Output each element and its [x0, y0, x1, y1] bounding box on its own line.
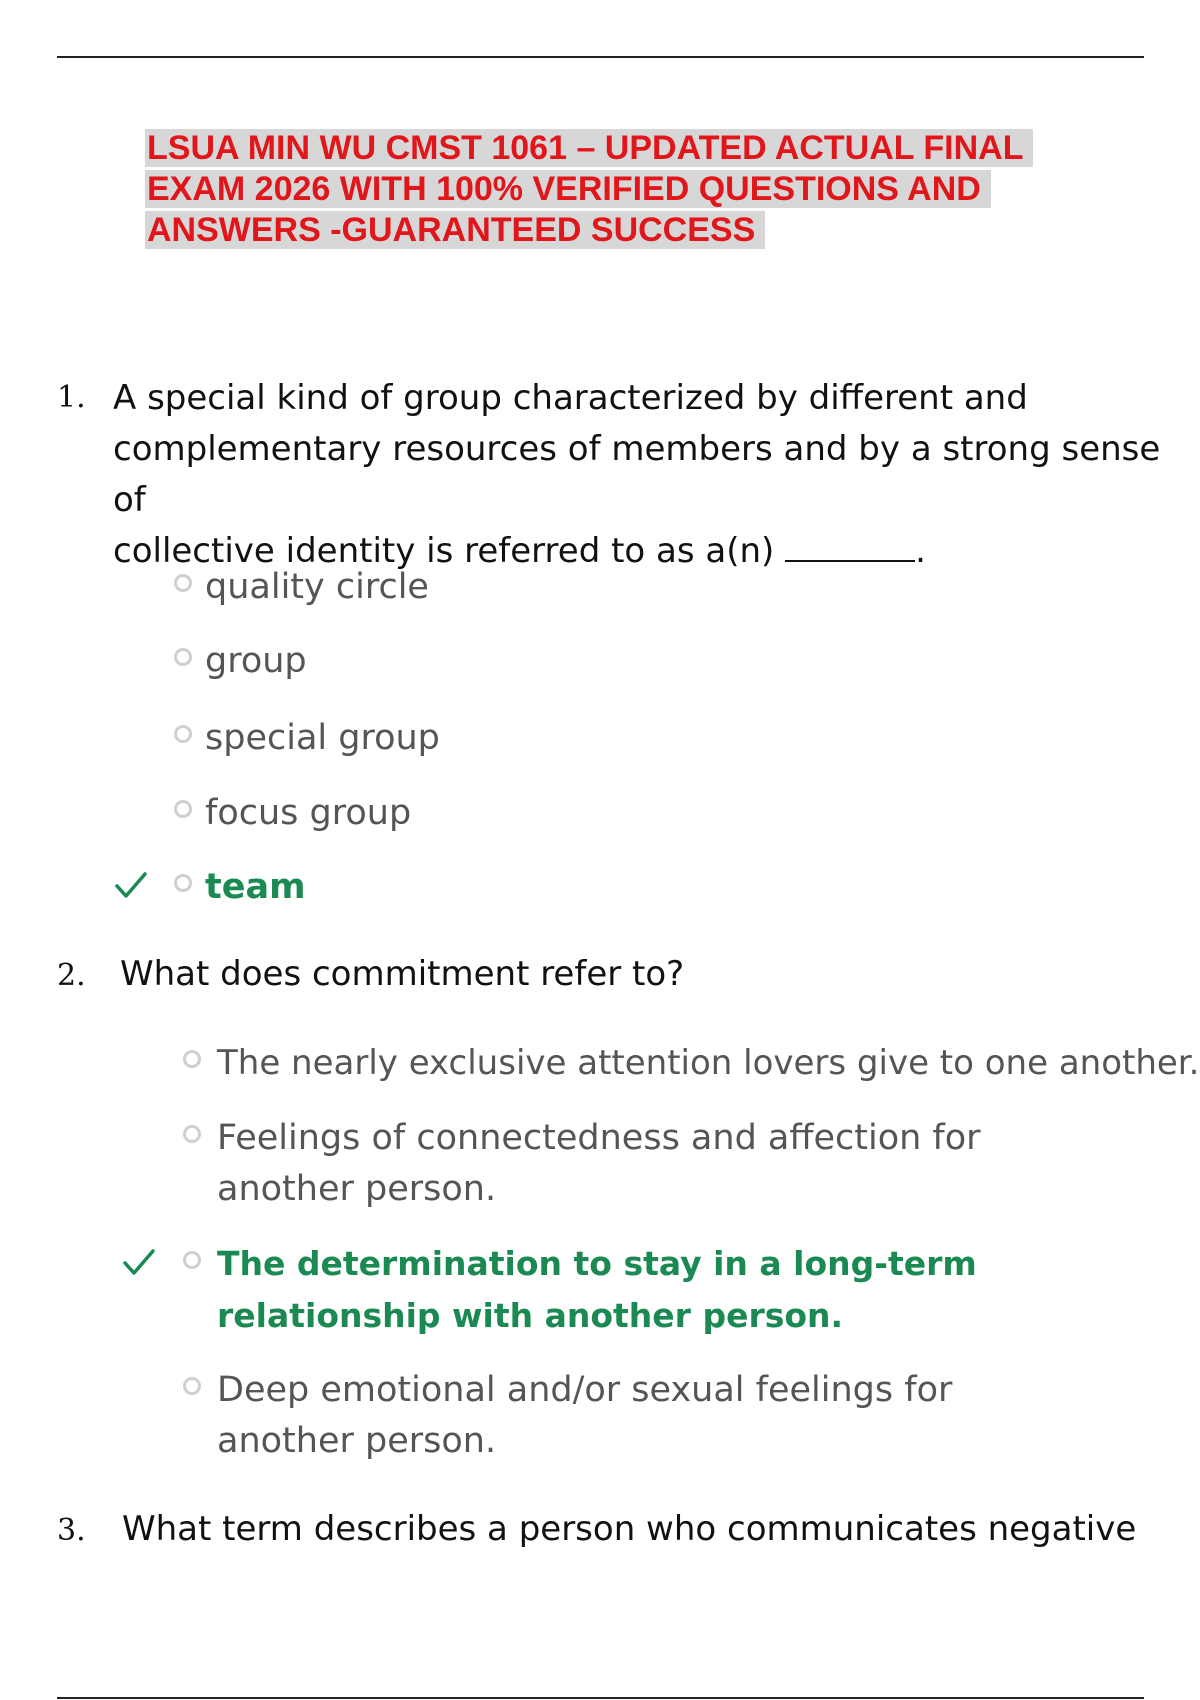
question-1-text	[113, 373, 1173, 577]
title-line-3: ANSWERS -GUARANTEED SUCCESS	[145, 211, 765, 249]
q1-option-5-correct[interactable]: team	[205, 867, 306, 907]
radio-icon[interactable]	[174, 648, 192, 666]
question-1-tail: .	[915, 531, 926, 571]
q2-option-2[interactable]: Feelings of connectedness and affection for another person.	[217, 1118, 981, 1209]
q2-option-4[interactable]: Deep emotional and/or sexual feelings for another person.	[217, 1370, 953, 1461]
radio-icon[interactable]	[183, 1251, 201, 1269]
bottom-rule	[57, 1697, 1144, 1699]
answer-blank	[785, 530, 915, 562]
radio-icon[interactable]	[174, 725, 192, 743]
question-2-number: 2.	[57, 958, 86, 993]
q1-option-4[interactable]: focus group	[205, 793, 412, 833]
document-title	[145, 128, 1105, 251]
question-1-line-3: collective identity is referred to as a(n)	[113, 531, 775, 571]
radio-icon[interactable]	[174, 874, 192, 892]
radio-icon[interactable]	[174, 800, 192, 818]
question-1-line-1: A special kind of group characterized by different and	[113, 378, 1028, 418]
q2-option-1[interactable]: The nearly exclusive attention lovers give to one another.	[217, 1043, 1200, 1083]
radio-icon[interactable]	[183, 1125, 201, 1143]
question-2-text: What does commitment refer to?	[120, 954, 685, 994]
radio-icon[interactable]	[183, 1050, 201, 1068]
radio-icon[interactable]	[183, 1377, 201, 1395]
question-1-line-2: complementary resources of members and by a strong sense of	[113, 429, 1161, 520]
question-3-number: 3.	[57, 1513, 86, 1548]
top-rule	[57, 56, 1144, 58]
question-3-text: What term describes a person who communicates negative	[122, 1509, 1137, 1549]
radio-icon[interactable]	[174, 574, 192, 592]
question-1-number: 1.	[57, 380, 86, 415]
q1-option-3[interactable]: special group	[205, 718, 440, 758]
q1-option-2[interactable]: group	[205, 641, 307, 681]
title-line-2: EXAM 2026 WITH 100% VERIFIED QUESTIONS AND	[145, 170, 991, 208]
q1-option-1[interactable]: quality circle	[205, 567, 429, 607]
checkmark-icon	[122, 1247, 156, 1277]
title-line-1: LSUA MIN WU CMST 1061 – UPDATED ACTUAL FINAL	[145, 129, 1033, 167]
checkmark-icon	[114, 870, 148, 900]
q2-option-3-correct[interactable]: The determination to stay in a long-term relationship with another person.	[217, 1244, 977, 1335]
